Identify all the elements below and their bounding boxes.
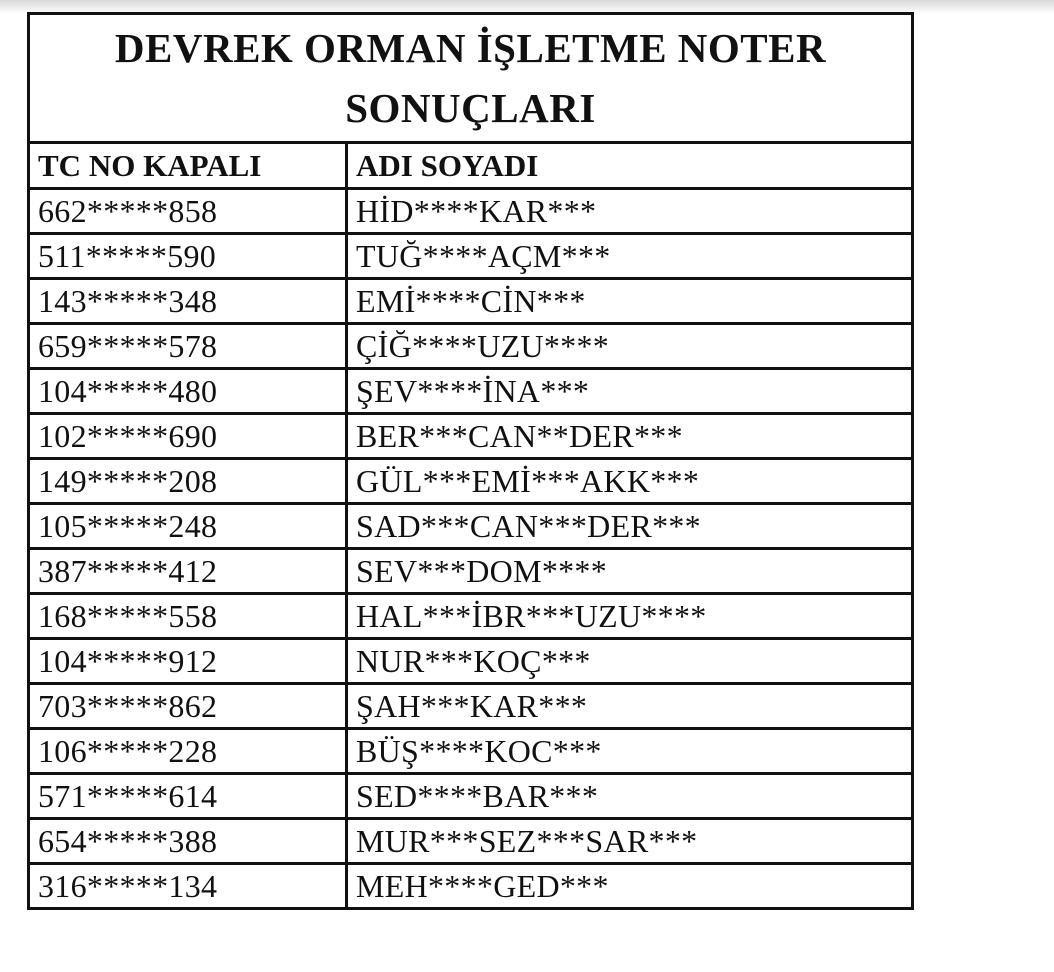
title-row <box>29 14 913 143</box>
table-row <box>29 729 913 774</box>
tc-cell: 511*****590 <box>29 234 347 279</box>
name-cell: SED****BAR*** <box>347 774 913 819</box>
tc-cell: 571*****614 <box>29 774 347 819</box>
tc-cell: 654*****388 <box>29 819 347 864</box>
table-row <box>29 279 913 324</box>
name-cell: HAL***İBR***UZU**** <box>347 594 913 639</box>
table-row <box>29 414 913 459</box>
table-row <box>29 774 913 819</box>
name-cell: TUĞ****AÇM*** <box>347 234 913 279</box>
header-row <box>29 143 913 189</box>
title-line-1: DEVREK ORMAN İŞLETME NOTER <box>114 25 827 71</box>
table-row <box>29 864 913 909</box>
name-cell: SAD***CAN***DER*** <box>347 504 913 549</box>
tc-cell: 104*****912 <box>29 639 347 684</box>
name-cell: HİD****KAR*** <box>347 189 913 234</box>
name-cell: BER***CAN**DER*** <box>347 414 913 459</box>
name-cell: MUR***SEZ***SAR*** <box>347 819 913 864</box>
name-cell: SEV***DOM**** <box>347 549 913 594</box>
tc-cell: 102*****690 <box>29 414 347 459</box>
name-cell: MEH****GED*** <box>347 864 913 909</box>
table-row <box>29 639 913 684</box>
tc-cell: 168*****558 <box>29 594 347 639</box>
tc-cell: 662*****858 <box>29 189 347 234</box>
tc-cell: 659*****578 <box>29 324 347 369</box>
table-row <box>29 459 913 504</box>
table-row <box>29 549 913 594</box>
title-line-2: SONUÇLARI <box>345 85 596 131</box>
name-cell: ŞAH***KAR*** <box>347 684 913 729</box>
tc-cell: 104*****480 <box>29 369 347 414</box>
tc-cell: 149*****208 <box>29 459 347 504</box>
tc-cell: 105*****248 <box>29 504 347 549</box>
column-header-name: ADI SOYADI <box>347 143 913 189</box>
table-row <box>29 234 913 279</box>
name-cell: ÇİĞ****UZU**** <box>347 324 913 369</box>
tc-cell: 143*****348 <box>29 279 347 324</box>
table-row <box>29 594 913 639</box>
tc-cell: 703*****862 <box>29 684 347 729</box>
name-cell: BÜŞ****KOC*** <box>347 729 913 774</box>
table-row <box>29 369 913 414</box>
table-row <box>29 684 913 729</box>
name-cell: NUR***KOÇ*** <box>347 639 913 684</box>
table-row <box>29 324 913 369</box>
results-table <box>27 12 914 910</box>
tc-cell: 106*****228 <box>29 729 347 774</box>
page-title <box>29 14 913 143</box>
table-body <box>29 189 913 909</box>
name-cell: EMİ****CİN*** <box>347 279 913 324</box>
name-cell: GÜL***EMİ***AKK*** <box>347 459 913 504</box>
table-row <box>29 189 913 234</box>
name-cell: ŞEV****İNA*** <box>347 369 913 414</box>
table-row <box>29 819 913 864</box>
tc-cell: 316*****134 <box>29 864 347 909</box>
column-header-tc: TC NO KAPALI <box>29 143 347 189</box>
table-row <box>29 504 913 549</box>
tc-cell: 387*****412 <box>29 549 347 594</box>
